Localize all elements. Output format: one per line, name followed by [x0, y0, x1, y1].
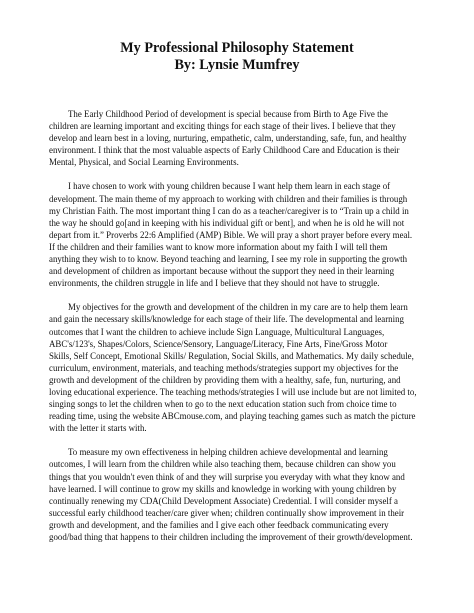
document-body [49, 108, 431, 555]
paragraph-line: environment. I think that the most valuable aspects of Early Childhood Care and Education is their [49, 145, 400, 156]
paragraph-line: and gain the necessary skills/knowledge for each stage of their life. The developmental and learning [49, 314, 404, 325]
paragraph-line: growth and development of the children by providing them with a healthy, safe, fun, nurturing, and [49, 374, 401, 385]
paragraph-line: successful early childhood teacher/care giver when; children continually show improvement in their [49, 507, 405, 518]
title-block [0, 40, 474, 74]
paragraph-line: loving educational experience. The teaching methods/strategies I will use include but are not limited to, [49, 386, 417, 397]
paragraph-line: develop and learn best in a loving, nurturing, empathetic, calm, understanding, safe, fun, and healthy [49, 133, 407, 144]
paragraph-line: continually renewing my CDA(Child Development Associate) Credential. I will consider myself a [49, 495, 399, 506]
document-byline: By: Lynsie Mumfrey [174, 57, 300, 73]
paragraph-line: with the letter it starts with. [49, 423, 147, 434]
paragraph-line: singing songs to let the children when to go to the next education station such from choice time to [49, 399, 397, 410]
paragraph-line: Skills, Self Concept, Emotional Skills/ Regulation, Social Skills, and Mathematics. My daily schedule, [49, 350, 414, 361]
paragraph-line: depart from it.” Proverbs 22:6 Amplified (AMP) Bible. We will pray a short prayer before every meal. [49, 229, 413, 240]
paragraph-line: curriculum, environment, materials, and teaching methods/strategies support my objectives for the [49, 362, 399, 373]
paragraph-line: Mental, Physical, and Social Learning Environments. [49, 157, 239, 168]
paragraph-line: growth and development, and the families and I give each other feedback communicating every [49, 519, 389, 530]
paragraph-line: anything they wish to to know. Beyond teaching and learning, I see my role in supporting the growth [49, 254, 408, 265]
paragraph-line: development. The main theme of my approach to working with children and their families is through [49, 193, 408, 204]
paragraph-line: outcomes that I want the children to achieve include Sign Language, Multicultural Languages, [49, 326, 385, 337]
paragraph-line: ABC's/123's, Shapes/Colors, Science/Sensory, Language/Literacy, Fine Arts, Fine/Gross Motor [49, 338, 388, 349]
paragraph [49, 301, 431, 434]
paragraph [49, 108, 431, 168]
paragraph-line: The Early Childhood Period of development is special because from Birth to Age Five the [68, 109, 388, 119]
paragraph-line: good/bad thing that happens to their children including the improvement of their growth/development. [49, 532, 413, 542]
paragraph-line: my Christian Faith. The most important thing I can do as a teacher/caregiver is to “Train up a child in [49, 205, 409, 216]
paragraph-line: children are learning important and exciting things for each stage of their lives. I believe that they [49, 121, 396, 132]
paragraph-line: I have chosen to work with young children because I want help them learn in each stage of [68, 181, 391, 192]
paragraph-line: the way he should go[and in keeping with his individual gift or bent], and when he is old he will not [49, 217, 405, 228]
paragraph-line: To measure my own effectiveness in helping children achieve developmental and learning [68, 447, 388, 458]
paragraph-line: My objectives for the growth and development of the children in my care are to help them learn [68, 302, 408, 313]
paragraph [49, 180, 431, 289]
paragraph-line: and development of children as important because without the support they need in their learning [49, 266, 395, 277]
paragraph-line: reading time, using the website ABCmouse.com, and playing teaching games such as match the picture [49, 411, 416, 422]
paragraph-line: things that you wouldn't even think of and they will surprise you everyday with what they know and [49, 471, 405, 482]
paragraph [49, 446, 431, 543]
paragraph-line: outcomes, I will learn from the children while also teaching them, because children can show you [49, 459, 396, 470]
paragraph-line: If the children and their families want to know more information about my faith I will tell them [49, 241, 388, 252]
paragraph-line: environments, the children struggle in life and I believe that they should not have to struggle. [49, 278, 380, 289]
document-title: My Professional Philosophy Statement [120, 40, 354, 56]
paragraph-line: have learned. I will continue to grow my skills and knowledge in working with young children by [49, 483, 397, 494]
